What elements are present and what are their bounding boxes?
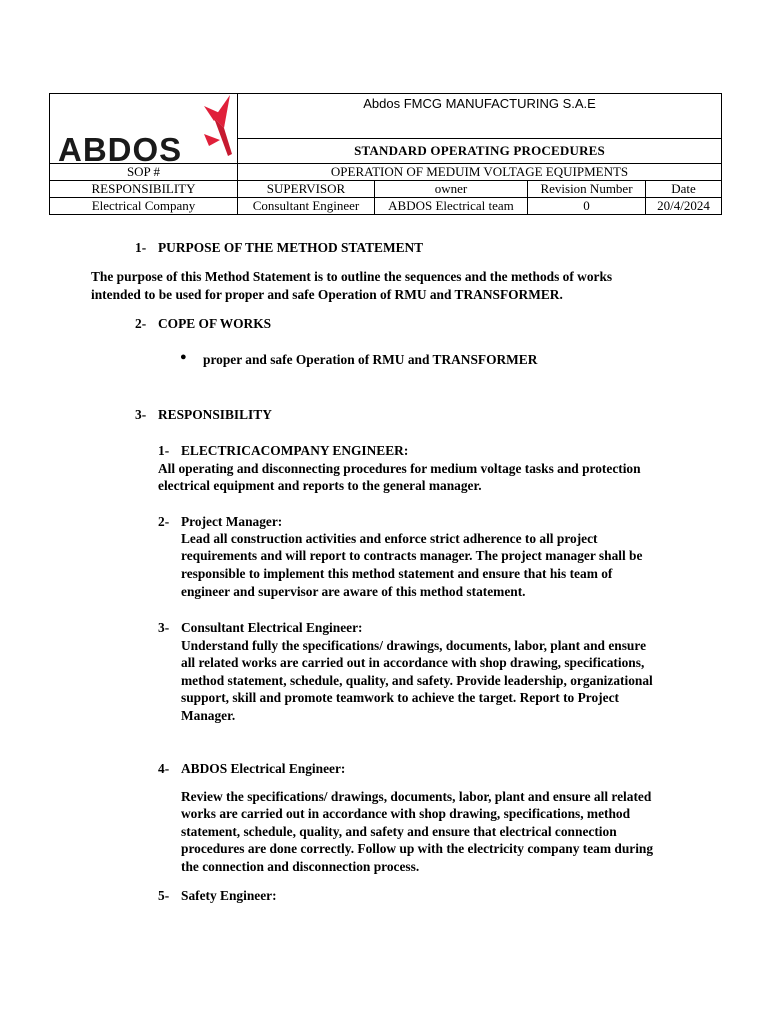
role-description-line: All operating and disconnecting procedures for medium voltage tasks and protection (158, 461, 641, 476)
role-description-line: Manager. (181, 708, 236, 723)
role-description-line: all related works are carried out in accordance with shop drawing, specifications, (181, 655, 645, 670)
sop-number-label: SOP # (50, 164, 238, 181)
section-heading-purpose (135, 239, 423, 257)
operation-title: OPERATION OF MEDUIM VOLTAGE EQUIPMENTS (238, 164, 722, 181)
role-number: 2- (158, 514, 170, 529)
section-heading-scope (135, 315, 271, 333)
header-owner: owner (375, 181, 528, 198)
value-owner: ABDOS Electrical team (375, 198, 528, 215)
header-responsibility: RESPONSIBILITY (50, 181, 238, 198)
role-description-line: responsible to implement this method statement and ensure that his team of (181, 566, 613, 581)
role-description-line: support, skill and promote teamwork to achieve the target. Report to Project (181, 690, 619, 705)
role-heading-consultant-engineer (158, 619, 363, 637)
purpose-line: intended to be used for proper and safe Operation of RMU and TRANSFORMER. (91, 287, 563, 302)
section-number: 1- (135, 240, 147, 255)
role-heading-electrical-company (158, 442, 408, 460)
company-name: Abdos FMCG MANUFACTURING S.A.E (238, 94, 722, 139)
role-number: 1- (158, 443, 170, 458)
value-revision: 0 (528, 198, 646, 215)
role-heading-project-manager (158, 513, 282, 531)
section-title: PURPOSE OF THE METHOD STATEMENT (158, 240, 424, 255)
role-title: Project Manager: (181, 514, 283, 529)
role-number: 4- (158, 761, 170, 776)
role-description-line: the connection and disconnection process. (181, 859, 420, 874)
section-title: RESPONSIBILITY (158, 407, 272, 422)
role-description-line: Review the specifications/ drawings, documents, labor, plant and ensure all related (181, 789, 652, 804)
section-heading-responsibility (135, 406, 272, 424)
scope-bullet-text: proper and safe Operation of RMU and TRANSFORMER (203, 352, 538, 367)
role-description-line: procedures are done correctly. Follow up with the electricity company team during (181, 841, 654, 856)
role-description-line: electrical equipment and reports to the general manager. (158, 478, 482, 493)
role-title: ABDOS Electrical Engineer: (181, 761, 346, 776)
value-date: 20/4/2024 (646, 198, 722, 215)
header-date: Date (646, 181, 722, 198)
logo-text: ABDOS (58, 131, 183, 162)
bullet-icon: ● (180, 351, 187, 363)
role-description-line: Understand fully the specifications/ drawings, documents, labor, plant and ensure (181, 638, 647, 653)
role-description-line: engineer and supervisor are aware of this method statement. (181, 584, 526, 599)
role-heading-abdos-engineer (158, 760, 345, 778)
role-description-line: requirements and will report to contracts manager. The project manager shall be (181, 548, 643, 563)
role-title: ELECTRICACOMPANY ENGINEER: (181, 443, 409, 458)
role-number: 5- (158, 888, 170, 903)
value-responsibility: Electrical Company (50, 198, 238, 215)
sop-title: STANDARD OPERATING PROCEDURES (238, 139, 722, 164)
header-revision: Revision Number (528, 181, 646, 198)
section-title: COPE OF WORKS (158, 316, 272, 331)
role-description-line: statement, schedule, quality, and safety and ensure that electrical connection (181, 824, 617, 839)
role-description-line: Lead all construction activities and enforce strict adherence to all project (181, 531, 598, 546)
role-title: Safety Engineer: (181, 888, 277, 903)
purpose-line: The purpose of this Method Statement is to outline the sequences and the methods of works (91, 269, 613, 284)
header-supervisor: SUPERVISOR (238, 181, 375, 198)
role-heading-safety-engineer (158, 887, 277, 905)
role-description-line: works are carried out in accordance with shop drawing, specifications, method (181, 806, 631, 821)
role-description-line: method statement, schedule, quality, and safety. Provide leadership, organizational (181, 673, 653, 688)
section-number: 2- (135, 316, 147, 331)
role-title: Consultant Electrical Engineer: (181, 620, 363, 635)
abdos-logo (54, 94, 238, 162)
value-supervisor: Consultant Engineer (238, 198, 375, 215)
role-number: 3- (158, 620, 170, 635)
logo-cell (50, 94, 238, 164)
sop-header-table (49, 93, 722, 215)
logo-arrow-bottom-shape (204, 134, 220, 146)
section-number: 3- (135, 407, 147, 422)
